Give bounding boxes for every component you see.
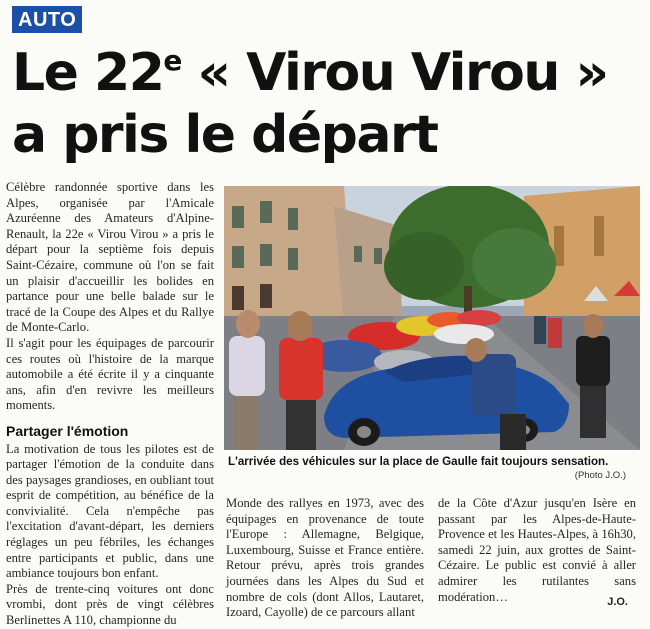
article-paragraph-3: La motivation de tous les pilotes est de partager l'émotion de la conduite dans des paysages grandioses, en oubliant tout esprit de compétition, au bénéfice de la convivialité. Cela n'empêche pas l'excitation d'avant-départ, les derniers réglages un peu fébriles, les échanges entre participants et public, dans une ambiance toujours bon enfant.: [6, 441, 214, 581]
article-intro: Célèbre randonnée sportive dans les Alpes, organisée par l'Amicale Azuréenne des Amateurs d'Alpine-Renault, la 22e « Virou Virou » a pris le départ pour la septième fois depuis Saint-Cézaire, commune où l'on se fait un plaisir d'accueillir les bolides en partance pour une belle balade sur le tracé de la Coupe des Alpes et du Rallye de Monte-Carlo.: [6, 180, 214, 335]
author-signature: J.O.: [607, 596, 628, 608]
headline-line1-suffix: « Virou Virou »: [180, 43, 608, 103]
photo-credit: (Photo J.O.): [574, 470, 626, 481]
article-column-left: [6, 180, 214, 629]
headline-ordinal: e: [163, 44, 181, 77]
headline-line2: a pris le départ: [12, 105, 438, 165]
section-rubric: AUTO: [12, 6, 82, 33]
article-paragraph-4-start: Près de trente-cinq voitures ont donc vrombi, dont près de vingt célèbres Berlinettes A 110, championne du: [6, 581, 214, 628]
article-column-middle: [226, 496, 424, 621]
photo-caption: L'arrivée des véhicules sur la place de Gaulle fait toujours sensation.: [228, 455, 609, 468]
headline-line1-prefix: Le 22: [12, 43, 164, 103]
article-subheading: Partager l'émotion: [6, 422, 129, 439]
article-paragraph-2: Il s'agit pour les équipages de parcourir ces routes où l'histoire de la marque automobile a été écrite il y a cinquante ans, afin d'en revivre les meilleurs moments.: [6, 335, 214, 413]
article-paragraph-4-mid: Monde des rallyes en 1973, avec des équipages en provenance de toute l'Europe : Allemagne, Belgique, Luxembourg, Suisse et France entière. Retour prévu, après trois grandes journées dans les Alpes du Sud et nombre de cols (dont Allos, Lautaret, Izoard, Cayolle) de ce parcours allant: [226, 496, 424, 620]
article-column-right: [438, 496, 636, 605]
photo-illustration: [224, 186, 640, 450]
article-paragraph-4-end: de la Côte d'Azur jusqu'en Isère en passant par les Alpes-de-Haute-Provence et les Hautes-Alpes, à 16h30, samedi 22 juin, aux grottes de Saint-Cézaire. Le public est convié à aller admirer les rutilantes sans modération…: [438, 496, 636, 604]
article-photo: [224, 186, 640, 450]
headline: [12, 42, 622, 166]
